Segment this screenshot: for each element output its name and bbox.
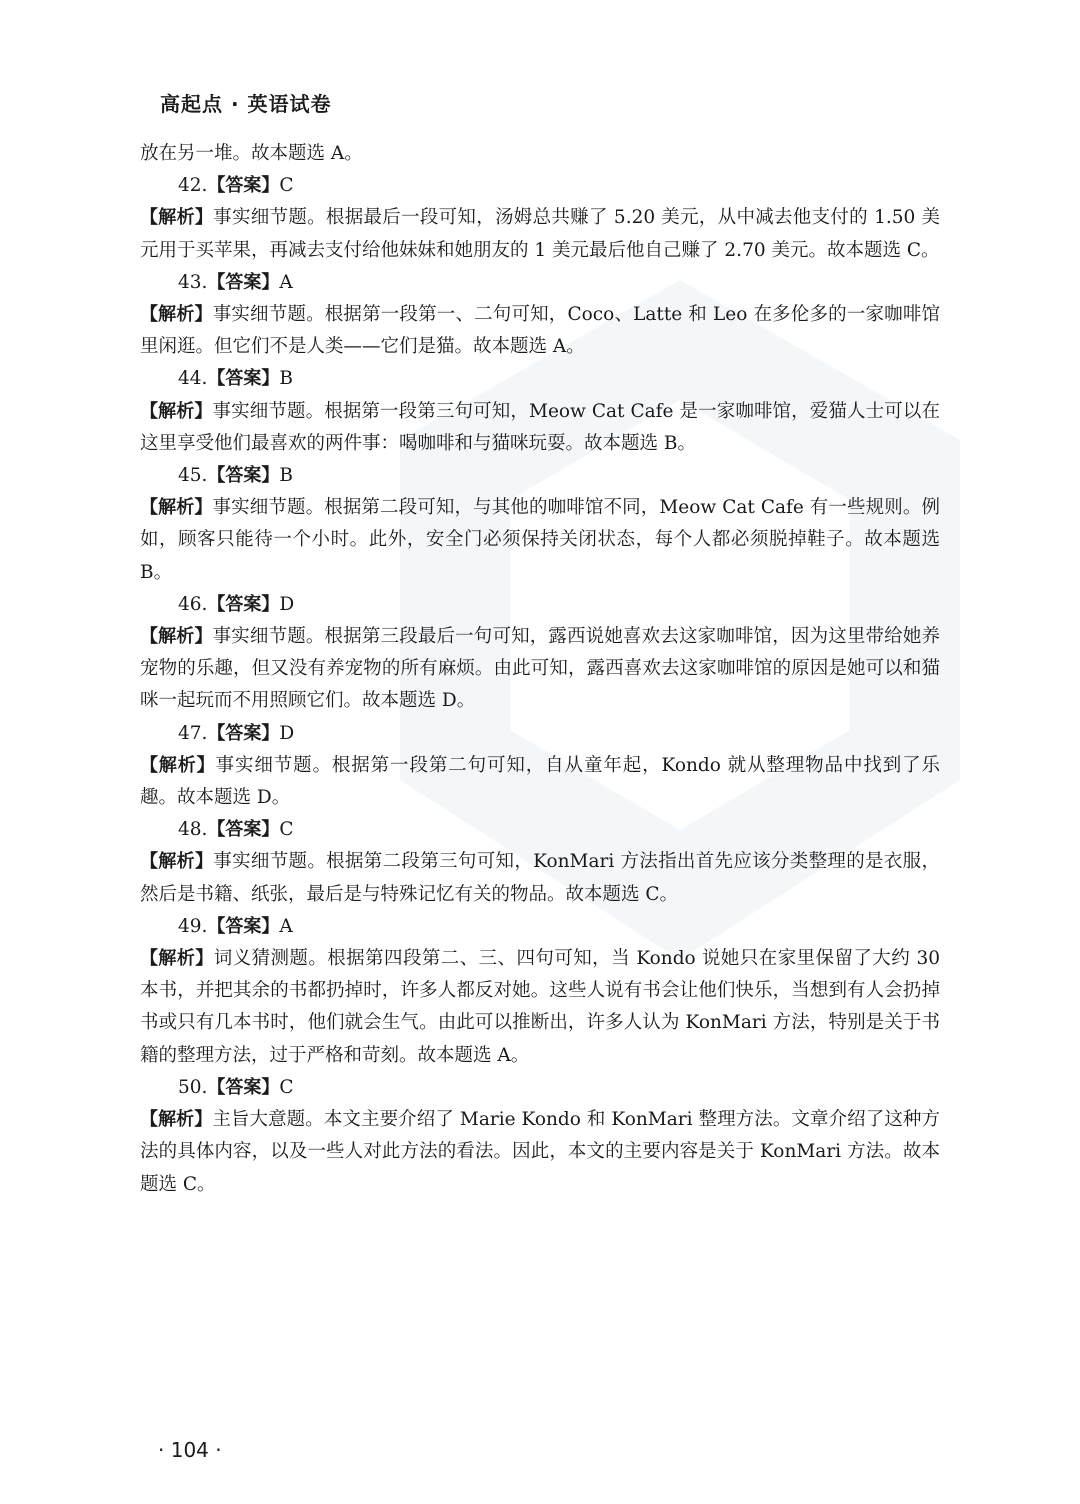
question-number: 45. — [178, 465, 208, 487]
answer-value: B — [279, 465, 294, 487]
analysis-text: 事实细节题。根据第三段最后一句可知，露西说她喜欢去这家咖啡馆，因为这里带给她养宠物的乐趣，但又没有养宠物的所有麻烦。由此可知，露西喜欢去这家咖啡馆的原因是她可以和猫咪一起玩而不用照顾它们。故本题选 D。 — [140, 626, 940, 712]
analysis-tag: 【解析】 — [140, 497, 213, 519]
answer-value: A — [279, 915, 293, 937]
answer-value: B — [279, 368, 294, 390]
answer-item-48 — [140, 814, 940, 911]
answer-tag: 【答案】 — [207, 175, 280, 197]
analysis-text: 事实细节题。根据第一段第三句可知，Meow Cat Cafe 是一家咖啡馆，爱猫人士可以在这里享受他们最喜欢的两件事：喝咖啡和与猫咪玩耍。故本题选 B。 — [140, 400, 941, 454]
answer-tag: 【答案】 — [207, 368, 280, 390]
answer-line — [140, 170, 940, 202]
answer-item-45 — [140, 460, 940, 589]
answer-line — [140, 363, 940, 395]
analysis-text: 事实细节题。根据第一段第一、二句可知，Coco、Latte 和 Leo 在多伦多的一家咖啡馆里闲逛。但它们不是人类——它们是猫。故本题选 A。 — [140, 304, 941, 358]
analysis-paragraph — [140, 1104, 940, 1201]
page-header-title: 高起点 · 英语试卷 — [160, 92, 332, 116]
analysis-tag: 【解析】 — [140, 851, 214, 873]
analysis-tag: 【解析】 — [140, 754, 216, 776]
answer-line — [140, 267, 940, 299]
answer-tag: 【答案】 — [207, 465, 280, 487]
answer-item-50 — [140, 1072, 940, 1201]
analysis-text: 事实细节题。根据第一段第二句可知，自从童年起，Kondo 就从整理物品中找到了乐趣。故本题选 D。 — [140, 754, 941, 809]
analysis-paragraph — [140, 750, 940, 814]
answer-item-49 — [140, 911, 940, 1072]
answer-item-47 — [140, 718, 940, 815]
answer-value: C — [279, 819, 294, 841]
question-number: 47. — [178, 722, 208, 744]
page-number: · 104 · — [158, 1438, 222, 1462]
question-number: 49. — [178, 915, 208, 937]
analysis-tag: 【解析】 — [140, 304, 213, 326]
analysis-text: 事实细节题。根据最后一段可知，汤姆总共赚了 5.20 美元，从中减去他支付的 1.50 美元用于买苹果，再减去支付给他妹妹和她朋友的 1 美元最后他自己赚了 2.70 美元。故本题选 C。 — [140, 207, 941, 261]
answer-value: A — [279, 271, 293, 293]
answer-tag: 【答案】 — [207, 915, 280, 937]
analysis-paragraph — [140, 492, 940, 589]
answer-line — [140, 1072, 940, 1104]
analysis-tag: 【解析】 — [140, 948, 214, 970]
answer-item-44 — [140, 363, 940, 460]
analysis-tag: 【解析】 — [140, 400, 213, 422]
analysis-paragraph — [140, 396, 940, 460]
answer-tag: 【答案】 — [207, 271, 280, 293]
analysis-paragraph — [140, 299, 940, 363]
analysis-text: 词义猜测题。根据第四段第二、三、四句可知，当 Kondo 说她只在家里保留了大约 30 本书，并把其余的书都扔掉时，许多人都反对她。这些人说有书会让他们快乐，当想到有人会扔掉书或只有几本书时，他们就会生气。由此可以推断出，许多人认为 KonMari 方法，特别是关于书籍的整理方法，过于严格和苛刻。故本题选 A。 — [140, 948, 941, 1066]
answer-tag: 【答案】 — [207, 1076, 280, 1098]
analysis-text: 事实细节题。根据第二段可知，与其他的咖啡馆不同，Meow Cat Cafe 有一些规则。例如，顾客只能待一个小时。此外，安全门必须保持关闭状态，每个人都必须脱掉鞋子。故本题选 B。 — [140, 497, 941, 583]
answer-line — [140, 814, 940, 846]
analysis-tag: 【解析】 — [140, 1109, 213, 1131]
analysis-paragraph — [140, 621, 940, 718]
answer-item-42 — [140, 170, 940, 267]
question-number: 42. — [178, 175, 208, 197]
answer-line — [140, 460, 940, 492]
answer-item-46 — [140, 589, 940, 718]
answer-analysis-content — [140, 138, 940, 1201]
analysis-paragraph — [140, 846, 940, 910]
answer-tag: 【答案】 — [207, 593, 280, 615]
answer-tag: 【答案】 — [207, 819, 280, 841]
analysis-tag: 【解析】 — [140, 207, 214, 229]
intro-text: 放在另一堆。故本题选 A。 — [140, 143, 363, 164]
question-number: 43. — [178, 271, 208, 293]
answer-tag: 【答案】 — [207, 722, 280, 744]
answer-line — [140, 911, 940, 943]
question-number: 46. — [178, 593, 208, 615]
analysis-paragraph — [140, 943, 940, 1072]
question-number: 48. — [178, 819, 208, 841]
analysis-tag: 【解析】 — [140, 626, 213, 648]
analysis-text: 主旨大意题。本文主要介绍了 Marie Kondo 和 KonMari 整理方法。文章介绍了这种方法的具体内容，以及一些人对此方法的看法。因此，本文的主要内容是关于 KonMari 方法。故本题选 C。 — [140, 1109, 940, 1195]
answer-value: C — [279, 1076, 294, 1098]
answer-value: D — [279, 722, 295, 744]
answer-item-43 — [140, 267, 940, 364]
answer-value: C — [279, 175, 294, 197]
answer-line — [140, 718, 940, 750]
answer-line — [140, 589, 940, 621]
question-number: 44. — [178, 368, 208, 390]
analysis-paragraph — [140, 202, 940, 266]
question-number: 50. — [178, 1076, 208, 1098]
answer-value: D — [279, 593, 295, 615]
analysis-text: 事实细节题。根据第二段第三句可知，KonMari 方法指出首先应该分类整理的是衣服，然后是书籍、纸张，最后是与特殊记忆有关的物品。故本题选 C。 — [140, 851, 940, 905]
